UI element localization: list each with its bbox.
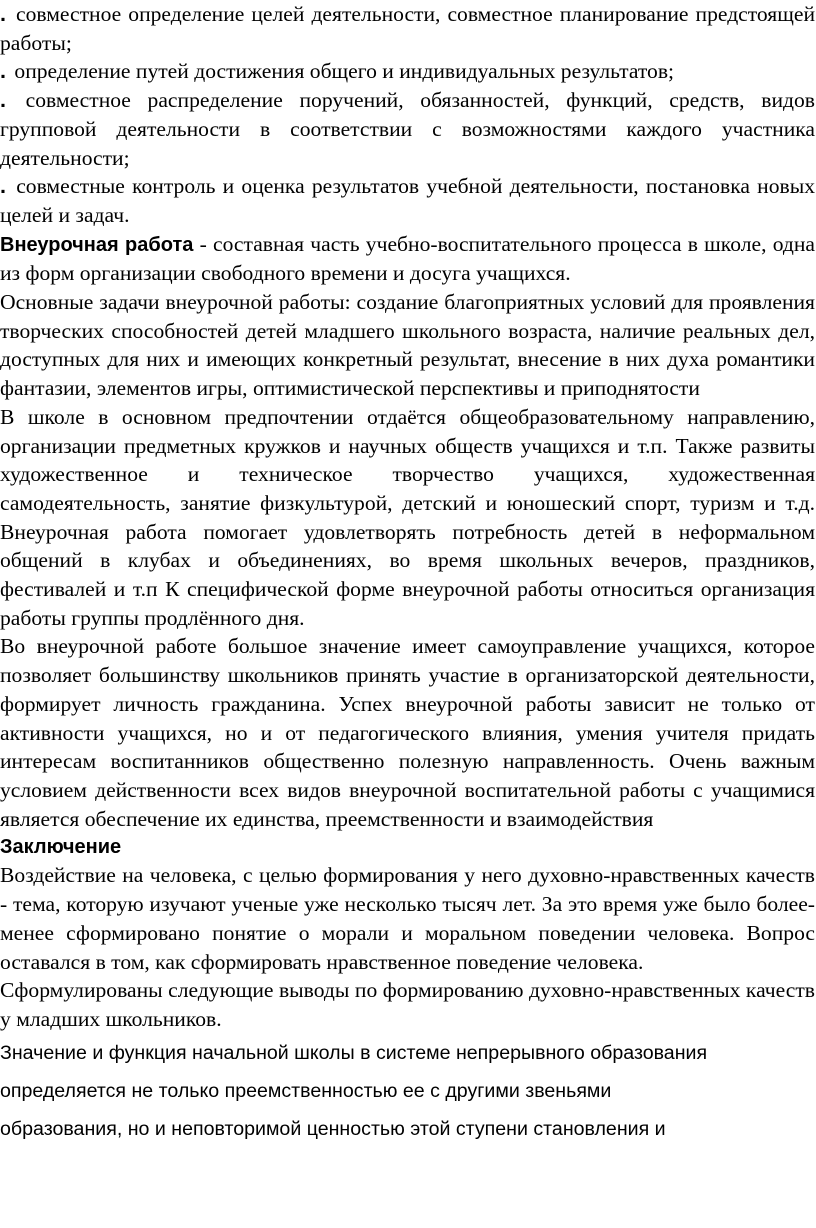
definition-text: - составная часть учебно-воспитательного процесса в школе, одна из форм организации свободного времени и досуга учащихся. (0, 231, 815, 286)
bullet-marker: . (0, 173, 6, 199)
definition-term: Внеурочная работа (0, 233, 194, 256)
paragraph-self-government: Во внеурочной работе большое значение имеет самоуправление учащихся, которое позволяет большинству школьников принять участие в организаторской деятельности, формирует личность гражданина. Успех внеурочной работы зависит не только от активности учащихся, но и от педагогического влияния, умения учителя придать интересам воспитанников общественно полезную направленность. Очень важным условием действенности всех видов внеурочной воспитательной работы с учащимися является обеспечение их единства, преемственности и взаимодействия (0, 634, 815, 831)
paragraph-primary-school-line: образования, но и неповторимой ценностью этой ступени становления и (0, 1117, 666, 1140)
definition-paragraph (0, 230, 815, 288)
bullet-text: определение путей достижения общего и индивидуальных результатов; (14, 59, 675, 84)
paragraph-conclusions: Сформулированы следующие выводы по формированию духовно-нравственных качеств у младших школьников. (0, 978, 815, 1031)
bullet-text: совместные контроль и оценка результатов учебной деятельности, постановка новых целей и задач. (0, 174, 815, 227)
paragraph-influence: Воздействие на человека, с целью формирования у него духовно-нравственных качеств - тема, которую изучают ученые уже несколько тысяч лет. За это время уже было более-менее сформировано понятие о морали и моральном поведении человека. Вопрос оставался в том, как сформировать нравственное поведение человека. (0, 863, 815, 974)
bullet-text: совместное определение целей деятельности, совместное планирование предстоящей работы; (0, 2, 816, 55)
bullet-item (0, 0, 815, 57)
paragraph-primary-school-line: Значение и функция начальной школы в системе непрерывного образования (0, 1041, 708, 1064)
paragraph-school: В школе в основном предпочтении отдаётся общеобразовательному направлению, организации предметных кружков и научных обществ учащихся и т.п. Также развиты художественное и техническое творчество учащихся, художественная самодеятельность, занятие физкультурой, детский и юношеский спорт, туризм и т.д. Внеурочная работа помогает удовлетворять потребность детей в неформальном общений в клубах и объединениях, во время школьных вечеров, праздников, фестивалей и т.п К специфической форме внеурочной работы относиться организация работы группы продлённого дня. (0, 404, 815, 630)
paragraph-tasks: Основные задачи внеурочной работы: создание благоприятных условий для проявления творческих способностей детей младшего школьного возраста, наличие реальных дел, доступных для них и имеющих конкретный результат, внесение в них духа романтики фантазии, элементов игры, оптимистической перспективы и приподнятости (0, 290, 815, 401)
bullet-item (0, 57, 815, 86)
bullet-marker: . (0, 87, 6, 113)
bullet-marker: . (0, 1, 6, 26)
conclusion-heading: Заключение (0, 836, 122, 859)
bullet-text: совместное распределение поручений, обязанностей, функций, средств, видов групповой деятельности в соответствии с возможностями каждого участника деятельности; (0, 88, 815, 170)
paragraph-primary-school-line: определяется не только преемственностью ее с другими звеньями (0, 1079, 612, 1102)
bullet-marker: . (0, 58, 6, 84)
bullet-item (0, 172, 815, 229)
bullet-item (0, 86, 815, 172)
